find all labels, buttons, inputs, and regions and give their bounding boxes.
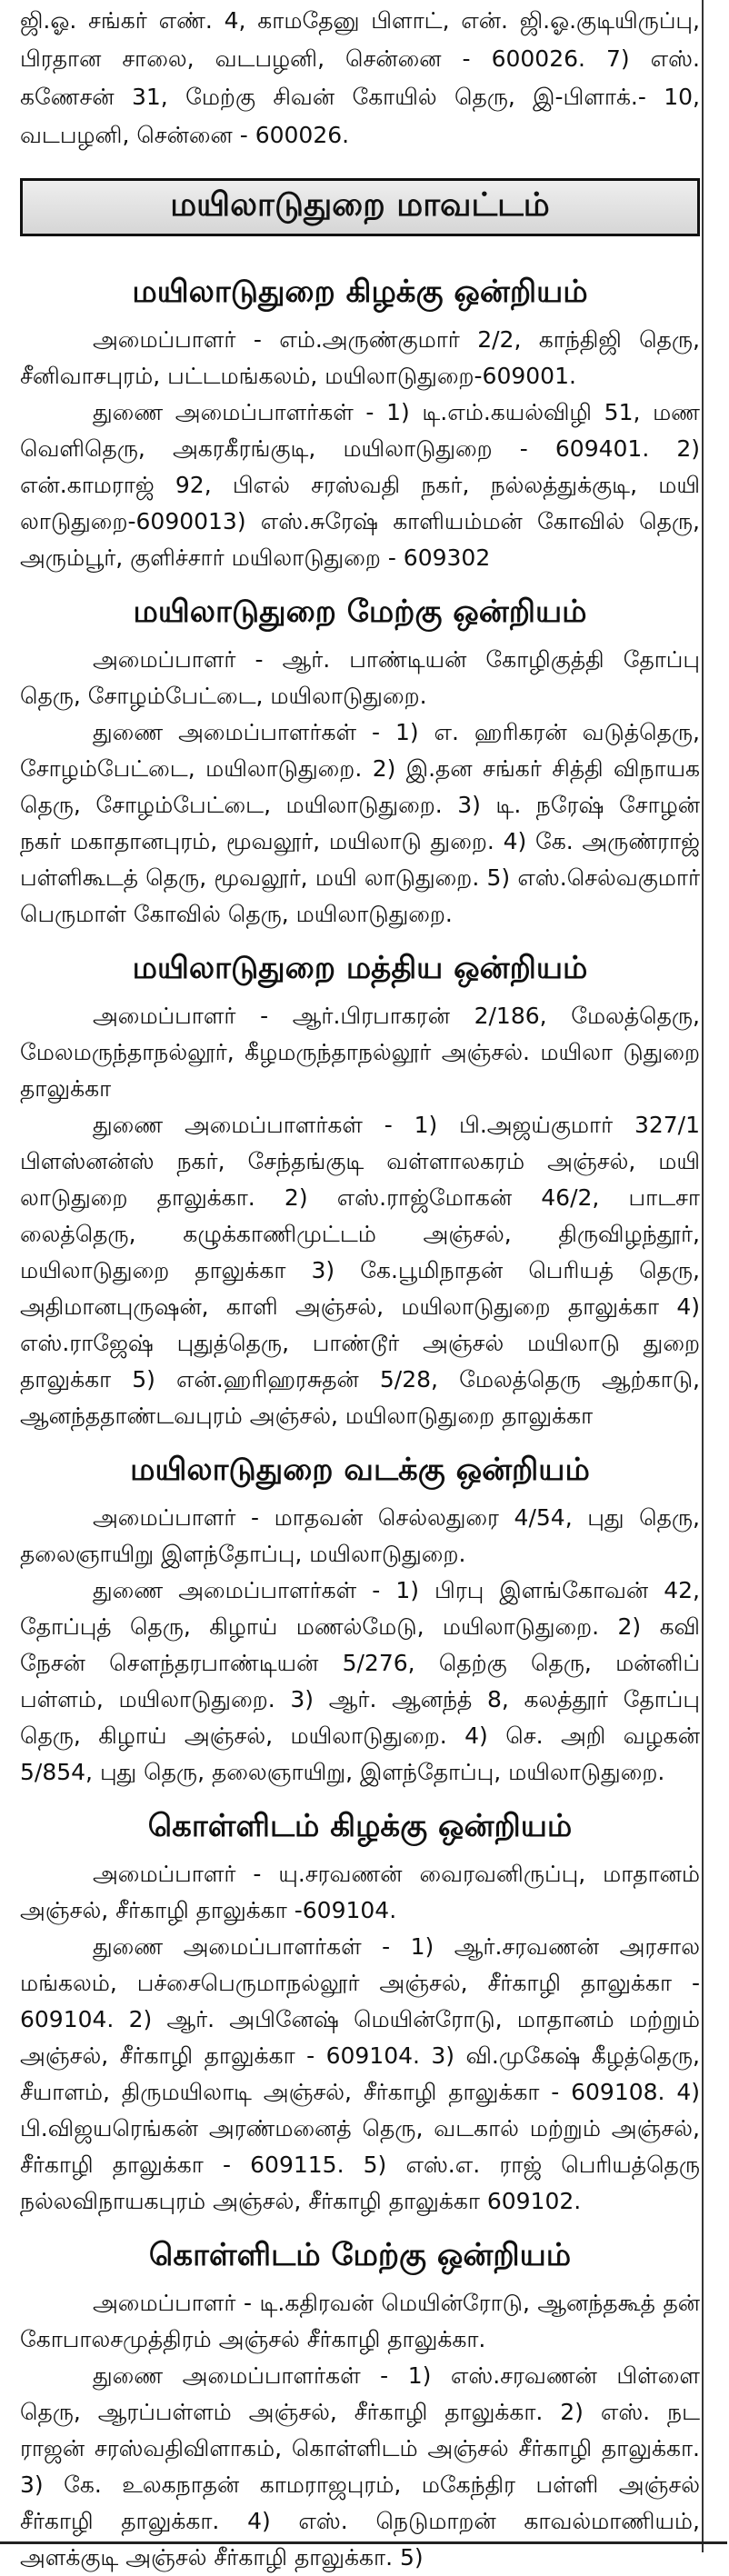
union-section [20,2232,700,2576]
union-section [20,1447,700,1791]
organizer-paragraph: அமைப்பாளர் - ஆர்.பிரபாகரன் 2/186, மேலத்தெரு, மேலமருந்தாநல்லூர், கீழமருந்தாநல்லூர் அஞ்சல். மயிலா டுதுறை தாலுக்கா [20,1003,700,1102]
district-heading-box [20,178,700,236]
section-title: மயிலாடுதுறை கிழக்கு ஒன்றியம் [132,274,588,310]
organizer-paragraph: அமைப்பாளர் - டி.கதிரவன் மெயின்ரோடு, ஆனந்தகூத் தன் கோபாலசமுத்திரம் அஞ்சல் சீர்காழி தாலுக்கா. [20,2290,700,2352]
organizer-paragraph: அமைப்பாளர் - மாதவன் செல்லதுரை 4/54, புது தெரு, தலைஞாயிறு இளந்தோப்பு, மயிலாடுதுறை. [20,1504,700,1567]
section-title: மயிலாடுதுறை மத்திய ஒன்றியம் [132,950,588,986]
continued-text: ஜி.ஓ. சங்கர் எண். 4, காமதேனு பிளாட், என். ஜி.ஓ.குடியிருப்பு, பிரதான சாலை, வடபழனி, சென்னை - 600026. 7) எஸ். கணேசன் 31, மேற்கு சிவன் கோயில் தெரு, இ-பிளாக்.- 10, வடபழனி, சென்னை - 600026. [20,7,700,148]
section-title: மயிலாடுதுறை மேற்கு ஒன்றியம் [133,594,587,630]
union-section [20,945,700,1434]
organizer-paragraph: அமைப்பாளர் - யு.சரவணன் வைரவனிருப்பு, மாதானம் அஞ்சல், சீர்காழி தாலுக்கா -609104. [20,1861,700,1923]
deputy-organizers-paragraph: துணை அமைப்பாளர்கள் - 1) டி.எம்.கயல்விழி 51, மண வெளிதெரு, அகரகீரங்குடி, மயிலாடுதுறை - 609401. 2) என்.காமராஜ் 92, பிஎல் சரஸ்வதி நகர், நல்லத்துக்குடி, மயி லாடுதுறை-6090013) எஸ்.சுரேஷ் காளியம்மன் கோவில் தெரு, அரும்பூர், குளிச்சார் மயிலாடுதுறை - 609302 [20,399,700,571]
deputy-organizers-paragraph: துணை அமைப்பாளர்கள் - 1) எஸ்.சரவணன் பிள்ளை தெரு, ஆரப்பள்ளம் அஞ்சல், சீர்காழி தாலுக்கா. 2) எஸ். நட ராஜன் சரஸ்வதிவிளாகம், கொள்ளிடம் அஞ்சல் சீர்காழி தாலுக்கா. 3) கே. உலகநாதன் காமராஜபுரம், மகேந்திர பள்ளி அஞ்சல் சீர்காழி தாலுக்கா. 4) எஸ். நெடுமாறன் காவல்மாணியம், அளக்குடி அஞ்சல் சீர்காழி தாலுக்கா. 5) [20,2362,700,2571]
section-title: கொள்ளிடம் கிழக்கு ஒன்றியம் [147,1808,573,1844]
organizer-paragraph: அமைப்பாளர் - ஆர். பாண்டியன் கோழிகுத்தி தோப்பு தெரு, சோழம்பேட்டை, மயிலாடுதுறை. [20,646,700,709]
union-section [20,1803,700,2220]
bottom-rule [0,2541,727,2544]
district-title: மயிலாடுதுறை மாவட்டம் [170,186,550,224]
deputy-organizers-paragraph: துணை அமைப்பாளர்கள் - 1) ஆர்.சரவணன் அரசால மங்கலம், பச்சைபெருமாநல்லூர் அஞ்சல், சீர்காழி தாலுக்கா - 609104. 2) ஆர். அபினேஷ் மெயின்ரோடு, மாதானம் மற்றும் அஞ்சல், சீர்காழி தாலுக்கா - 609104. 3) வி.முகேஷ் கீழத்தெரு, சீயாளம், திருமயிலாடி அஞ்சல், சீர்காழி தாலுக்கா - 609108. 4) பி.விஜயரெங்கன் அரண்மனைத் தெரு, வடகால் மற்றும் அஞ்சல், சீர்காழி தாலுக்கா - 609115. 5) எஸ்.எ. ராஜ் பெரியத்தெரு நல்லவிநாயகபுரம் அஞ்சல், சீர்காழி தாலுக்கா 609102. [20,1933,700,2214]
section-title: கொள்ளிடம் மேற்கு ஒன்றியம் [148,2237,572,2273]
union-section [20,269,700,576]
deputy-organizers-paragraph: துணை அமைப்பாளர்கள் - 1) எ. ஹரிகரன் வடுத்தெரு, சோழம்பேட்டை, மயிலாடுதுறை. 2) இ.தன சங்கர் சித்தி விநாயக தெரு, சோழம்பேட்டை, மயிலாடுதுறை. 3) டி. நரேஷ் சோழன் நகர் மகாதானபுரம், மூவலூர், மயிலாடு துறை. 4) கே. அருண்ராஜ் பள்ளிகூடத் தெரு, மூவலூர், மயி லாடுதுறை. 5) எஸ்.செல்வகுமார் பெருமாள் கோவில் தெரு, மயிலாடுதுறை. [20,719,700,927]
organizer-paragraph: அமைப்பாளர் - எம்.அருண்குமார் 2/2, காந்திஜி தெரு, சீனிவாசபுரம், பட்டமங்கலம், மயிலாடுதுறை-609001. [20,326,700,389]
deputy-organizers-paragraph: துணை அமைப்பாளர்கள் - 1) பி.அஜய்குமார் 327/1 பிளஸ்னன்ஸ் நகர், சேந்தங்குடி வள்ளாலகரம் அஞ்சல், மயி லாடுதுறை தாலுக்கா. 2) எஸ்.ராஜ்மோகன் 46/2, பாடசா லைத்தெரு, கழுக்காணிமுட்டம் அஞ்சல், திருவிழந்தூர், மயிலாடுதுறை தாலுக்கா 3) கே.பூமிநாதன் பெரியத் தெரு, அதிமானபுருஷன், காளி அஞ்சல், மயிலாடுதுறை தாலுக்கா 4) எஸ்.ராஜேஷ் புதுத்தெரு, பாண்டூர் அஞ்சல் மயிலாடு துறை தாலுக்கா 5) என்.ஹரிஹரசுதன் 5/28, மேலத்தெரு ஆற்காடு, ஆனந்ததாண்டவபுரம் அஞ்சல், மயிலாடுதுறை தாலுக்கா [20,1112,700,1429]
deputy-organizers-paragraph: துணை அமைப்பாளர்கள் - 1) பிரபு இளங்கோவன் 42, தோப்புத் தெரு, கிழாய் மணல்மேடு, மயிலாடுதுறை. 2) கவி நேசன் சௌந்தரபாண்டியன் 5/276, தெற்கு தெரு, மன்னிப் பள்ளம், மயிலாடுதுறை. 3) ஆர். ஆனந்த் 8, கலத்தூர் தோப்பு தெரு, கிழாய் அஞ்சல், மயிலாடுதுறை. 4) செ. அறி வழகன் 5/854, புது தெரு, தலைஞாயிறு, இளந்தோப்பு, மயிலாடுதுறை. [20,1577,700,1785]
union-section [20,589,700,933]
section-title: மயிலாடுதுறை வடக்கு ஒன்றியம் [130,1452,590,1488]
article-column [20,0,700,2571]
adjacent-column-edge [702,0,729,2552]
